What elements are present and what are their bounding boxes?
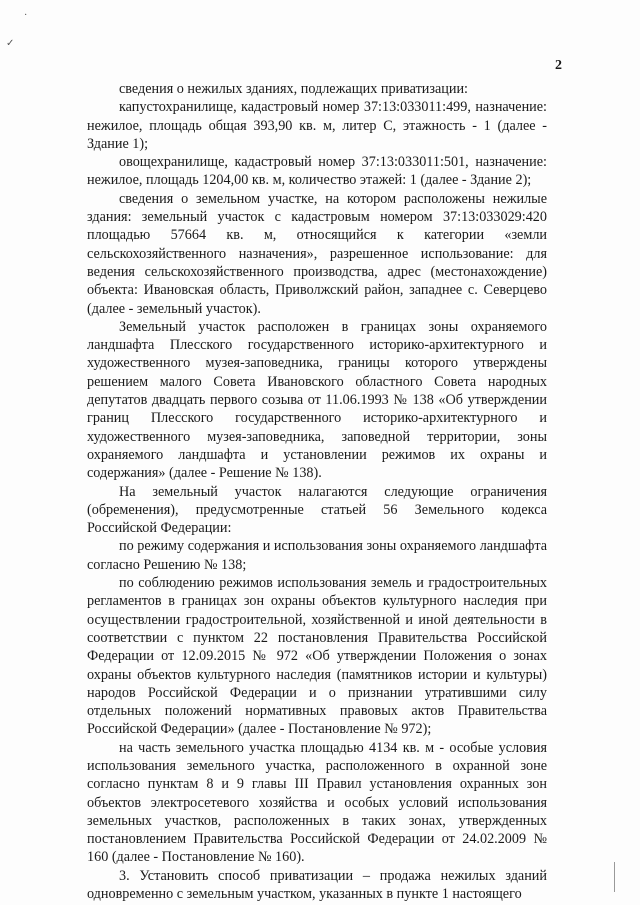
paragraph: На земельный участок налагаются следующие ограничения (обременения), предусмотренные статьей 56 Земельного кодекса Российской Федерации: (87, 483, 547, 537)
scan-mark: · (24, 10, 28, 21)
scan-edge-mark (614, 862, 615, 892)
page-number: 2 (555, 58, 562, 73)
paragraph: 3. Установить способ приватизации – продажа нежилых зданий одновременно с земельным участком, указанных в пункте 1 настоящего (87, 867, 547, 903)
paragraph: Земельный участок расположен в границах зоны охраняемого ландшафта Плесского государственного историко-архитектурного и художественного музея-заповедника, границы которого утверждены решением малого Совета Ивановского областного Совета народных депутатов двадцать первого созыва от 11.06.1993 № 138 «Об утверждении границ Плесского государственного историко-архитектурного и художественного музея-заповедника, заповедной территории, зоны охраняемого ландшафта и установлении режимов их охраны и содержания» (далее - Решение № 138). (87, 318, 547, 482)
paragraph: на часть земельного участка площадью 4134 кв. м - особые условия использования земельного участка, расположенного в охранной зоне согласно пунктам 8 и 9 главы III Правил установления охранных зон объектов электросетевого хозяйства и особых условий использования земельных участков, расположенных в таких зонах, утвержденных постановлением Правительства Российской Федерации от 24.02.2009 № 160 (далее - Постановление № 160). (87, 739, 547, 866)
paragraph: овощехранилище, кадастровый номер 37:13:033011:501, назначение: нежилое, площадь 1204,00 кв. м, количество этажей: 1 (далее - Здание 2); (87, 154, 547, 189)
paragraph: сведения о земельном участке, на котором расположены нежилые здания: земельный участок с кадастровым номером 37:13:033029:420 площадью 57664 кв. м, относящийся к категории «земли сельскохозяйственного назначения», разрешенное использование: для ведения сельскохозяйственного производства, адрес (местонахождение) объекта: Ивановская область, Приволжский район, западнее с. Северцево (далее - земельный участок). (87, 190, 547, 317)
paragraph: по соблюдению режимов использования земель и градостроительных регламентов в границах зон охраны объектов культурного наследия при осуществлении градостроительной, хозяйственной и иной деятельности в соответствии с пунктом 22 постановления Правительства Российской Федерации от 12.09.2015 № 972 «Об утверждении Положения о зонах охраны объектов культурного наследия (памятников истории и культуры) народов Российской Федерации и о признании утратившими силу отдельных положений нормативных правовых актов Правительства Российской Федерации» (далее - Постановление № 972); (87, 575, 547, 738)
paragraph: по режиму содержания и использования зоны охраняемого ландшафта согласно Решению № 138; (87, 538, 547, 573)
paragraph: капустохранилище, кадастровый номер 37:13:033011:499, назначение: нежилое, площадь общая 393,90 кв. м, литер С, этажность - 1 (далее - Здание 1); (87, 99, 547, 152)
scan-mark: ✓ (6, 38, 15, 49)
paragraph: сведения о нежилых зданиях, подлежащих приватизации: (119, 81, 468, 97)
document-body (87, 80, 547, 903)
